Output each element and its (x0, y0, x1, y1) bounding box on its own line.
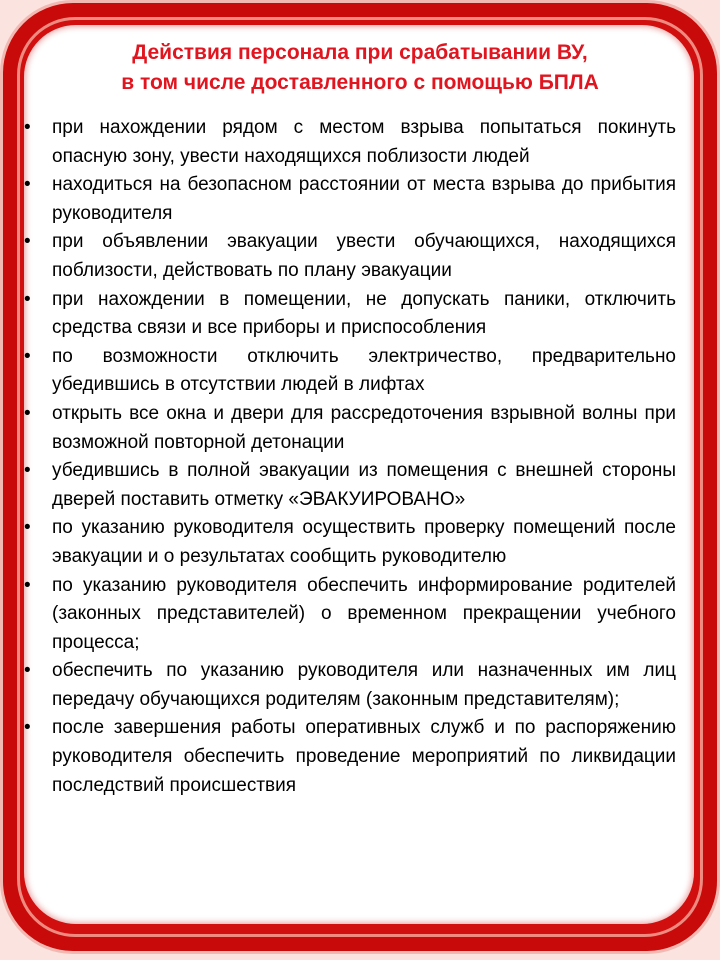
list-item: • после завершения работы оперативных служб и по распоряжению руководителя обеспечить проведение мероприятий по ликвидации последствий происшествия (24, 714, 676, 800)
bullet-icon: • (24, 231, 31, 253)
list-item: • по указанию руководителя обеспечить информирование родителей (законных представителей) о временном прекращении учебного процесса; (24, 572, 676, 658)
list-item: • при нахождении в помещении, не допускать паники, отключить средства связи и все приборы и приспособления (24, 286, 676, 343)
bullet-icon: • (24, 117, 31, 138)
bullet-icon: • (24, 717, 31, 739)
list-item: • по указанию руководителя осуществить проверку помещений после эвакуации и о результатах сообщить руководителю (24, 514, 676, 571)
bullet-icon: • (24, 402, 31, 424)
bullet-icon: • (24, 460, 31, 482)
title-line-1: Действия персонала при срабатывании ВУ, (132, 41, 588, 64)
list-item: • убедившись в полной эвакуации из помещения с внешней стороны дверей поставить отметку «ЭВАКУИРОВАНО» (24, 457, 676, 514)
page-title (0, 38, 720, 98)
bullet-icon: • (24, 174, 31, 196)
list-item: • находиться на безопасном расстоянии от места взрыва до прибытия руководителя (24, 171, 676, 228)
instructions-list (24, 114, 676, 800)
list-item: • обеспечить по указанию руководителя или назначенных им лиц передачу обучающихся родителям (законным представителям); (24, 657, 676, 714)
bullet-icon: • (24, 517, 31, 539)
bullet-icon: • (24, 288, 31, 310)
bullet-icon: • (24, 660, 31, 682)
list-item: • при нахождении рядом с местом взрыва попытаться покинуть опасную зону, увести находящихся поблизости людей (24, 114, 676, 171)
list-item: • открыть все окна и двери для рассредоточения взрывной волны при возможной повторной детонации (24, 400, 676, 457)
list-item: • по возможности отключить электричество, предварительно убедившись в отсутствии людей в лифтах (24, 343, 676, 400)
bullet-icon: • (24, 345, 31, 367)
bullet-icon: • (24, 574, 31, 596)
title-line-2: в том числе доставленного с помощью БПЛА (121, 71, 599, 94)
list-item: • при объявлении эвакуации увести обучающихся, находящихся поблизости, действовать по плану эвакуации (24, 228, 676, 285)
